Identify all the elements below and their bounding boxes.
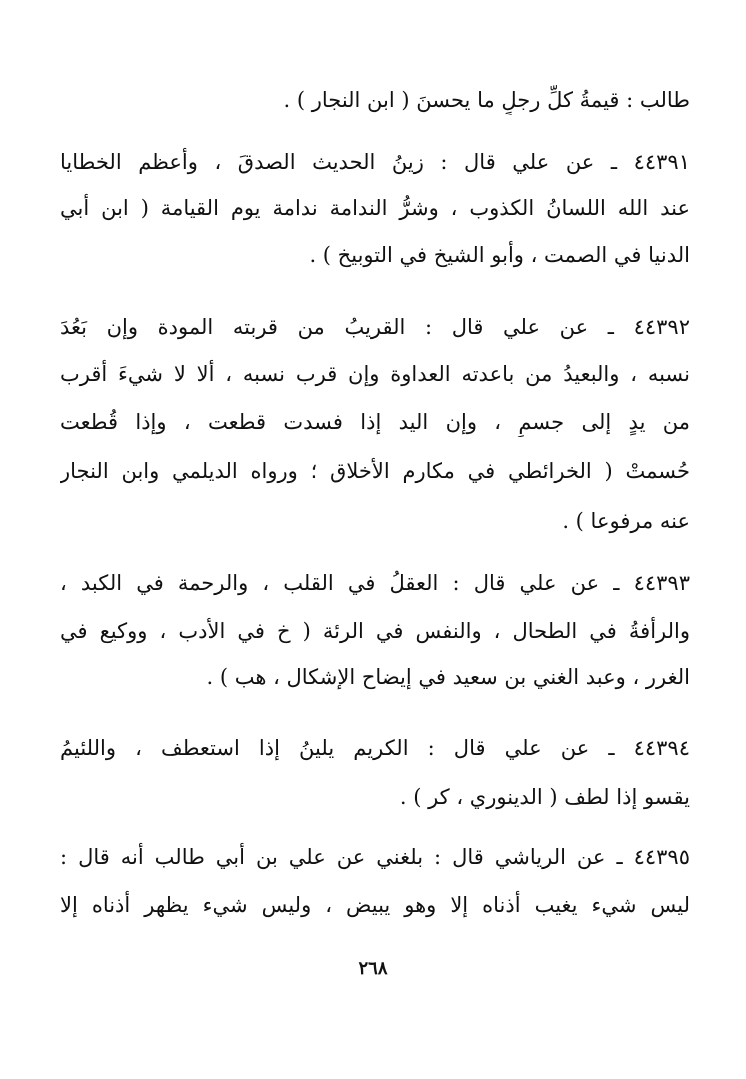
hadith-44394-line-1: ٤٤٣٩٤ ـ عن علي قال : الكريم يلينُ إذا استعطف ، واللئيمُ bbox=[60, 736, 690, 760]
hadith-44393-line-1: ٤٤٣٩٣ ـ عن علي قال : العقلُ في القلب ، والرحمة في الكبد ، bbox=[60, 571, 690, 595]
hadith-44395-line-1: ٤٤٣٩٥ ـ عن الرياشي قال : بلغني عن علي بن أبي طالب أنه قال : bbox=[60, 845, 690, 869]
page-number: ٢٦٨ bbox=[358, 958, 388, 979]
hadith-44394-line-2: يقسو إذا لطف ( الدينوري ، كر ) . bbox=[399, 785, 690, 809]
text-line: طالب : قيمةُ كلِّ رجلٍ ما يحسنَ ( ابن النجار ) . bbox=[283, 88, 690, 112]
hadith-44391-line-1: ٤٤٣٩١ ـ عن علي قال : زينُ الحديث الصدقَ ، وأعظم الخطايا bbox=[60, 150, 690, 174]
hadith-44392-line-4: حُسمتْ ( الخرائطي في مكارم الأخلاق ؛ ورواه الديلمي وابن النجار bbox=[60, 459, 690, 483]
hadith-44393-line-2: والرأفةُ في الطحال ، والنفس في الرئة ( خ في الأدب ، ووكيع في bbox=[60, 619, 690, 643]
hadith-44391-line-3: الدنيا في الصمت ، وأبو الشيخ في التوبيخ ) . bbox=[309, 243, 690, 267]
hadith-44391-line-2: عند الله اللسانُ الكذوب ، وشرُّ الندامة ندامة يوم القيامة ( ابن أبي bbox=[60, 196, 690, 220]
hadith-44392-line-3: من يدٍ إلى جسمٍ ، وإن اليد إذا فسدت قطعت ، وإذا قُطعت bbox=[60, 410, 690, 434]
hadith-44392-line-5: عنه مرفوعا ) . bbox=[562, 509, 690, 533]
hadith-44395-line-2: ليس شيء يغيب أذناه إلا وهو يبيض ، وليس شيء يظهر أذناه إلا bbox=[60, 893, 690, 917]
hadith-44393-line-3: الغرر ، وعبد الغني بن سعيد في إيضاح الإشكال ، هب ) . bbox=[206, 665, 690, 689]
hadith-44392-line-2: نسبه ، والبعيدُ من باعدته العداوة وإن قرب نسبه ، ألا لا شيءَ أقرب bbox=[60, 362, 690, 386]
hadith-44392-line-1: ٤٤٣٩٢ ـ عن علي قال : القريبُ من قربته المودة وإن بَعُدَ bbox=[60, 315, 690, 339]
